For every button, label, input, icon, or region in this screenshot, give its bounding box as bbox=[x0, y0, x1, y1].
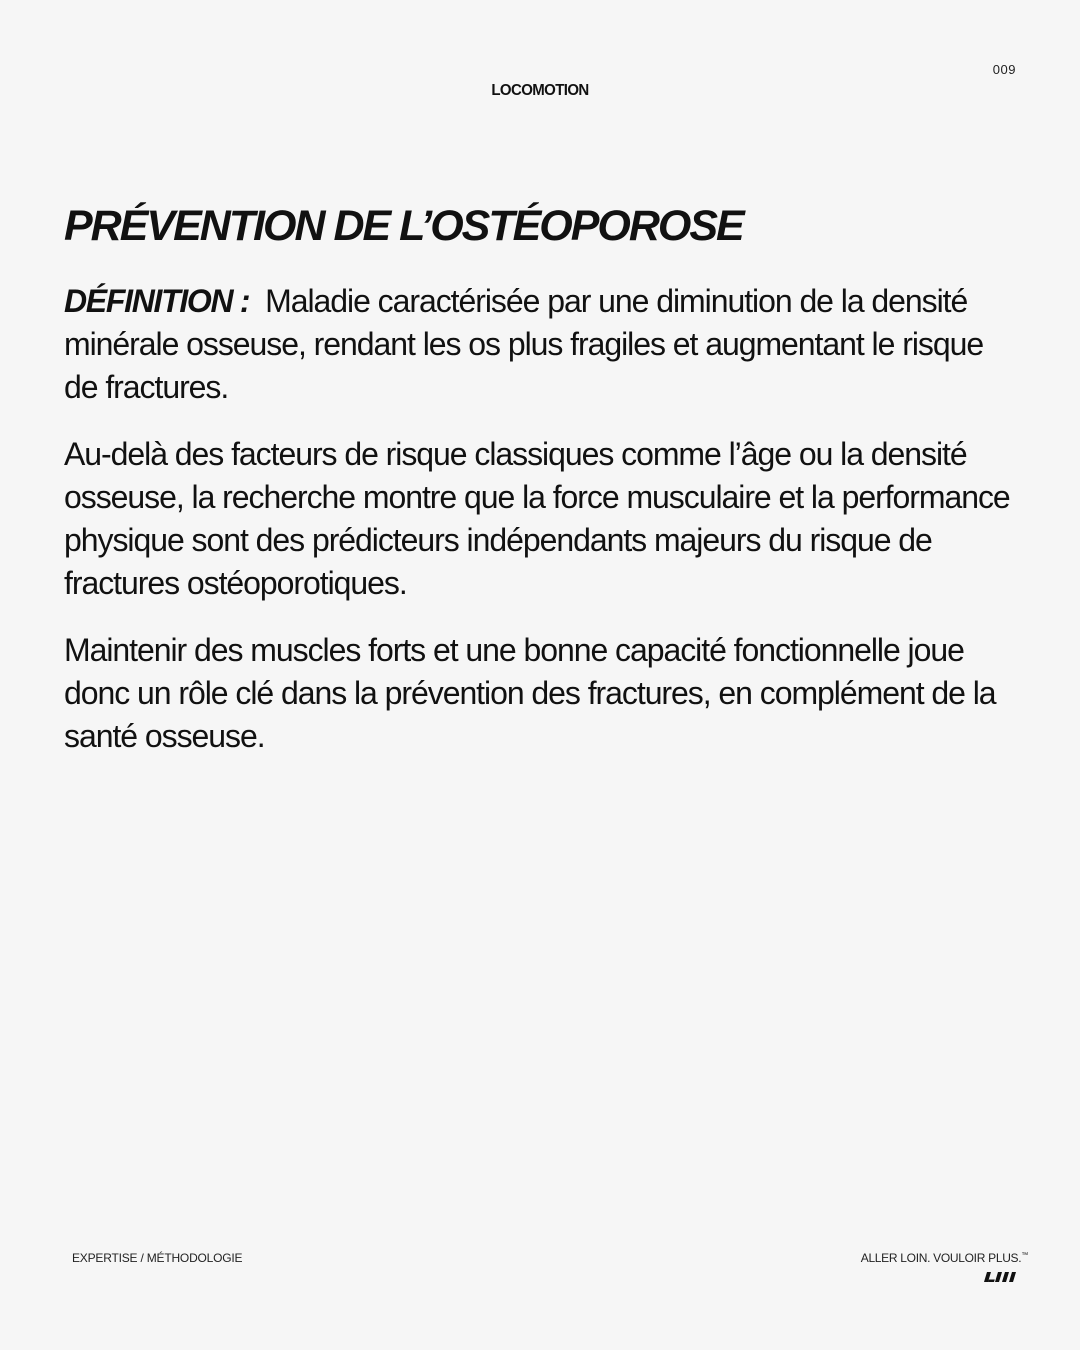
body-paragraph: Au-delà des facteurs de risque classiques comme l’âge ou la densité osseuse, la recherche montre que la force musculaire et la performance physique sont des prédicteurs indépendants majeurs du risque de fractures ostéoporotiques. bbox=[64, 436, 1010, 601]
definition-label: DÉFINITION : bbox=[64, 283, 250, 319]
footer-category: EXPERTISE / MÉTHODOLOGIE bbox=[72, 1251, 243, 1265]
brand-slashes-icon bbox=[984, 1272, 1018, 1282]
page-number: 009 bbox=[992, 62, 1016, 77]
article-body bbox=[64, 280, 1024, 782]
footer-tagline bbox=[861, 1251, 1028, 1265]
body-paragraph: Maintenir des muscles forts et une bonne capacité fonctionnelle joue donc un rôle clé dans la prévention des fractures, en complément de la santé osseuse. bbox=[64, 632, 996, 754]
brand-logo: LOCOMOTION bbox=[491, 81, 589, 100]
definition-text: Maladie caractérisée par une diminution de la densité minérale osseuse, rendant les os plus fragiles et augmentant le risque de fractures. bbox=[64, 283, 984, 405]
page-title: PRÉVENTION DE L’OSTÉOPOROSE bbox=[64, 202, 743, 250]
definition-paragraph bbox=[64, 280, 1024, 409]
trademark-symbol: ™ bbox=[1021, 1252, 1028, 1259]
tagline-text: ALLER LOIN. VOULOIR PLUS. bbox=[860, 1251, 1022, 1265]
